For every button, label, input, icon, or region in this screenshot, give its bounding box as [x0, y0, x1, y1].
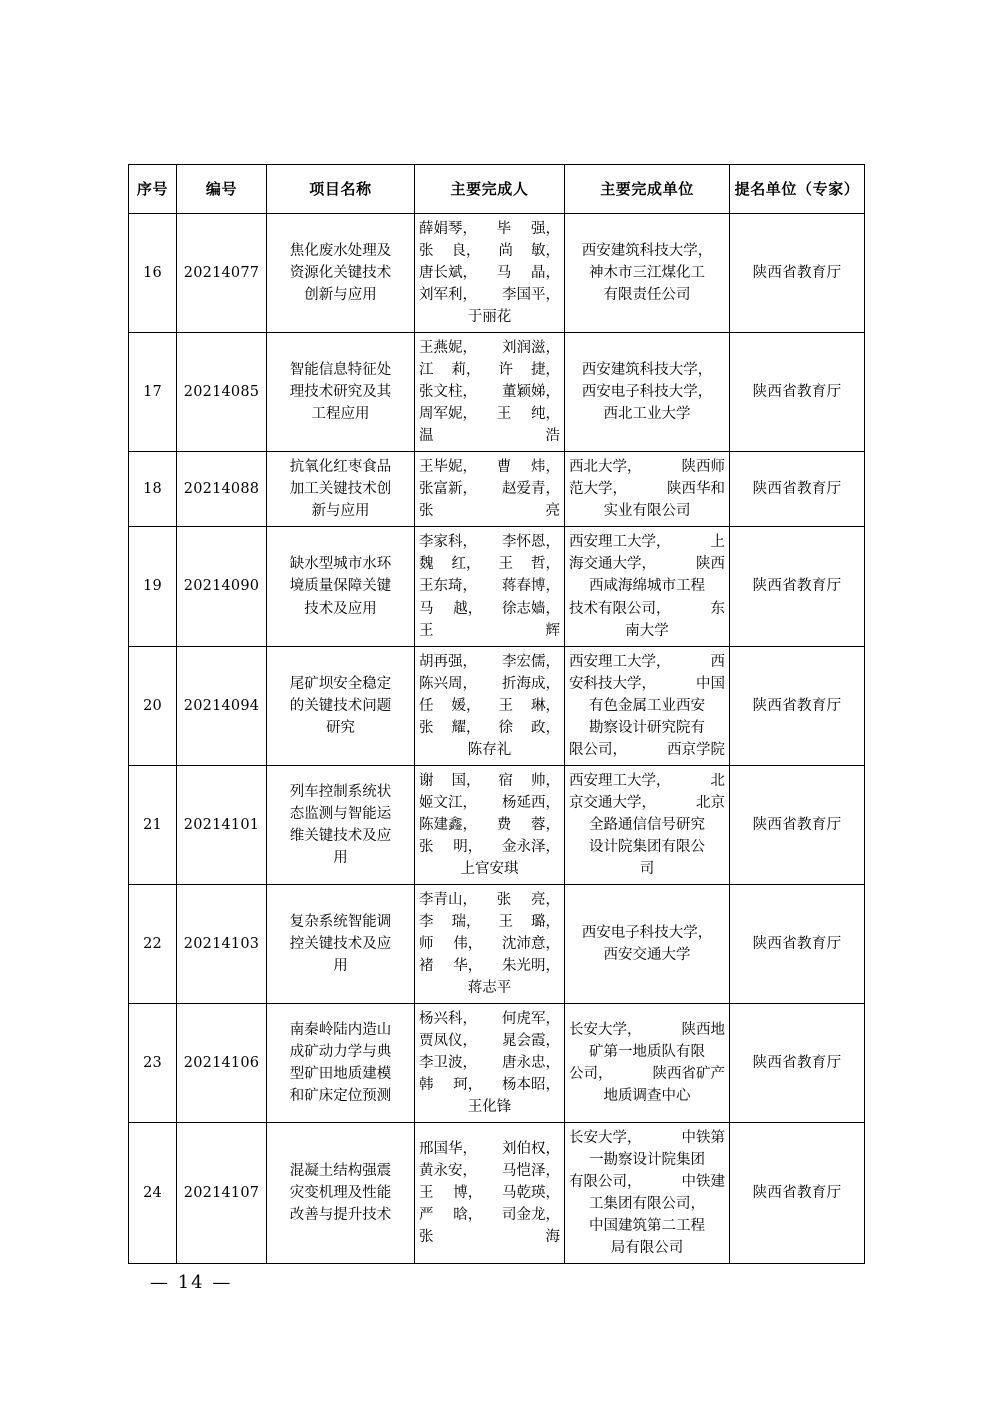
text-line: 资源化关键技术	[289, 265, 392, 282]
text-line: 加工关键技术创	[289, 481, 392, 498]
text-line: 杨兴科， 何虎军，	[419, 1011, 560, 1028]
cell-code: 20214085	[177, 333, 267, 452]
title-lines	[271, 781, 410, 869]
table-row	[129, 527, 865, 646]
title-lines	[271, 911, 410, 977]
text-line: 温 浩	[419, 428, 560, 445]
text-line: 马 越， 徐志嫱，	[419, 600, 560, 617]
cell-contributors	[415, 333, 565, 452]
text-line: 新与应用	[311, 503, 370, 520]
units-lines	[569, 770, 725, 880]
text-line: 智能信息特征处	[289, 362, 392, 379]
text-line: 薛娟琴， 毕 强，	[419, 221, 560, 237]
cell-code: 20214107	[177, 1123, 267, 1264]
table-row	[129, 884, 865, 1003]
text-line: 陈建鑫， 费 蓉，	[419, 816, 560, 833]
cell-seq: 18	[129, 452, 177, 527]
cell-code: 20214103	[177, 884, 267, 1003]
text-line: 西咸海绵城市工程	[589, 578, 705, 595]
text-line: 黄永安， 马恺泽，	[419, 1163, 560, 1180]
cell-organizations	[565, 1123, 730, 1264]
text-line: 用	[333, 849, 348, 866]
text-line: 焦化废水处理及	[289, 243, 392, 260]
text-line: 王燕妮， 刘润滋，	[419, 340, 560, 357]
cell-nominator: 陕西省教育厅	[730, 1004, 865, 1123]
text-line: 严 晗， 司金龙，	[419, 1207, 560, 1224]
text-line: 李青山， 张 亮，	[419, 891, 560, 908]
title-lines	[271, 456, 410, 522]
cell-contributors	[415, 1123, 565, 1264]
text-line: 西安理工大学， 西	[569, 653, 725, 670]
text-line: 蒋志平	[467, 980, 512, 996]
cell-code: 20214101	[177, 765, 267, 884]
text-line: 贾凤仪， 晁会霞，	[419, 1033, 560, 1050]
text-line: 复杂系统智能调	[289, 913, 392, 930]
text-line: 李卫波， 唐永忠，	[419, 1055, 560, 1072]
text-line: 创新与应用	[304, 287, 377, 304]
text-line: 胡再强， 李宏儒，	[419, 653, 560, 670]
text-line: 境质量保障关键	[289, 578, 392, 595]
text-line: 张 海	[419, 1229, 560, 1246]
text-line: 公司， 陕西省矿产	[569, 1066, 725, 1083]
column-header-code: 编号	[177, 165, 267, 214]
text-line: 中国建筑第二工程	[589, 1218, 705, 1235]
text-line: 尾矿坝安全稳定	[289, 675, 392, 692]
cell-organizations	[565, 527, 730, 646]
text-line: 用	[333, 957, 348, 974]
text-line: 理技术研究及其	[289, 384, 392, 401]
cell-organizations	[565, 646, 730, 765]
cell-organizations	[565, 214, 730, 333]
text-line: 谢 国， 宿 帅，	[419, 772, 560, 789]
cell-seq: 16	[129, 214, 177, 333]
text-line: 有色金属工业西安	[589, 697, 705, 714]
cell-nominator: 陕西省教育厅	[730, 1123, 865, 1264]
text-line: 工程应用	[311, 406, 370, 423]
column-header-seq: 序号	[129, 165, 177, 214]
cell-project-title	[267, 527, 415, 646]
table-row	[129, 1004, 865, 1123]
text-line: 司	[639, 860, 655, 877]
cell-seq: 19	[129, 527, 177, 646]
title-lines	[271, 673, 410, 739]
text-line: 地质调查中心	[603, 1088, 691, 1105]
text-line: 张 耀， 徐 政，	[419, 719, 560, 736]
people-lines	[419, 1138, 560, 1248]
text-line: 刘军利， 李国平，	[419, 287, 560, 304]
text-line: 西安理工大学， 上	[569, 534, 725, 551]
text-line: 西安建筑科技大学，	[581, 243, 713, 260]
cell-seq: 23	[129, 1004, 177, 1123]
text-line: 灾变机理及性能	[289, 1185, 392, 1202]
text-line: 一勘察设计院集团	[589, 1152, 705, 1169]
units-lines	[569, 531, 725, 641]
people-lines	[419, 531, 560, 641]
text-line: 改善与提升技术	[289, 1207, 392, 1224]
text-line: 上官安琪	[460, 860, 519, 877]
text-line: 有限责任公司	[603, 287, 691, 304]
people-lines	[419, 218, 560, 328]
cell-project-title	[267, 884, 415, 1003]
cell-code: 20214088	[177, 452, 267, 527]
table-row	[129, 452, 865, 527]
units-lines	[569, 359, 725, 425]
text-line: 西安电子科技大学，	[581, 924, 713, 941]
text-line: 实业有限公司	[603, 503, 691, 520]
text-line: 西安理工大学， 北	[569, 772, 725, 789]
text-line: 褚 华， 朱光明，	[419, 957, 560, 974]
text-line: 列车控制系统状	[289, 783, 392, 800]
text-line: 有限公司， 中铁建	[569, 1174, 725, 1191]
title-lines	[271, 240, 410, 306]
text-line: 李 瑞， 王 璐，	[419, 913, 560, 930]
cell-contributors	[415, 527, 565, 646]
cell-project-title	[267, 452, 415, 527]
cell-seq: 20	[129, 646, 177, 765]
text-line: 西北大学， 陕西师	[569, 459, 725, 476]
text-line: 技术及应用	[304, 600, 377, 617]
text-line: 矿第一地质队有限	[589, 1044, 705, 1061]
text-line: 张 明， 金永泽，	[419, 838, 560, 855]
column-header-nominator: 提名单位（专家）	[730, 165, 865, 214]
cell-project-title	[267, 333, 415, 452]
units-lines	[569, 1019, 725, 1107]
text-line: 西北工业大学	[603, 406, 691, 423]
text-line: 魏 红， 王 哲，	[419, 556, 560, 573]
text-line: 西安建筑科技大学，	[581, 362, 713, 379]
text-line: 任 媛， 王 琳，	[419, 697, 560, 714]
text-line: 李家科， 李怀恩，	[419, 534, 560, 551]
text-line: 长安大学， 陕西地	[569, 1022, 725, 1039]
cell-contributors	[415, 452, 565, 527]
text-line: 安科技大学， 中国	[569, 675, 725, 692]
cell-nominator: 陕西省教育厅	[730, 527, 865, 646]
cell-seq: 21	[129, 765, 177, 884]
people-lines	[419, 337, 560, 447]
text-line: 范大学， 陕西华和	[569, 481, 725, 498]
text-line: 王 博， 马乾瑛，	[419, 1185, 560, 1202]
text-line: 限公司， 西京学院	[569, 741, 725, 758]
text-line: 邢国华， 刘伯权，	[419, 1141, 560, 1158]
people-lines	[419, 456, 560, 522]
table-row	[129, 1123, 865, 1264]
cell-code: 20214077	[177, 214, 267, 333]
text-line: 张文柱， 董颖娣，	[419, 384, 560, 401]
people-lines	[419, 770, 560, 880]
text-line: 韩 珂， 杨本昭，	[419, 1077, 560, 1094]
text-line: 局有限公司	[610, 1240, 684, 1257]
cell-organizations	[565, 1004, 730, 1123]
text-line: 和矿床定位预测	[289, 1088, 392, 1105]
people-lines	[419, 651, 560, 761]
text-line: 于丽花	[467, 309, 512, 326]
text-line: 张 亮	[419, 503, 560, 520]
title-lines	[271, 553, 410, 619]
table-header	[129, 165, 865, 214]
text-line: 王化锋	[467, 1099, 512, 1116]
table-header-row	[129, 165, 865, 214]
text-line: 姬文江， 杨延西，	[419, 794, 560, 811]
cell-code: 20214106	[177, 1004, 267, 1123]
text-line: 陈存礼	[467, 741, 512, 758]
text-line: 全路通信信号研究	[589, 816, 705, 833]
units-lines	[569, 922, 725, 966]
cell-nominator: 陕西省教育厅	[730, 884, 865, 1003]
text-line: 师 伟， 沈沛意，	[419, 935, 560, 952]
award-table-container	[128, 164, 864, 1264]
units-lines	[569, 456, 725, 522]
page-footer: — 14 —	[150, 1272, 233, 1293]
cell-contributors	[415, 884, 565, 1003]
cell-code: 20214094	[177, 646, 267, 765]
text-line: 海交通大学， 陕西	[569, 556, 725, 573]
people-lines	[419, 889, 560, 999]
text-line: 西安电子科技大学，	[581, 384, 713, 401]
cell-contributors	[415, 1004, 565, 1123]
text-line: 江 莉， 许 捷，	[419, 362, 560, 379]
text-line: 成矿动力学与典	[289, 1044, 392, 1061]
column-header-units: 主要完成单位	[565, 165, 730, 214]
units-lines	[569, 1127, 725, 1259]
text-line: 长安大学， 中铁第	[569, 1130, 725, 1147]
text-line: 张富新， 赵爱青，	[419, 481, 560, 498]
text-line: 唐长斌， 马 晶，	[419, 265, 560, 282]
text-line: 设计院集团有限公	[589, 838, 705, 855]
people-lines	[419, 1008, 560, 1118]
text-line: 维关键技术及应	[289, 827, 392, 844]
cell-nominator: 陕西省教育厅	[730, 452, 865, 527]
table-row	[129, 333, 865, 452]
column-header-title: 项目名称	[267, 165, 415, 214]
title-lines	[271, 1160, 410, 1226]
cell-nominator: 陕西省教育厅	[730, 765, 865, 884]
cell-contributors	[415, 646, 565, 765]
text-line: 张 良， 尚 敏，	[419, 243, 560, 260]
text-line: 混凝土结构强震	[289, 1163, 392, 1180]
cell-nominator: 陕西省教育厅	[730, 646, 865, 765]
cell-project-title	[267, 1004, 415, 1123]
text-line: 京交通大学， 北京	[569, 794, 725, 811]
text-line: 西安交通大学	[603, 946, 691, 963]
cell-project-title	[267, 765, 415, 884]
title-lines	[271, 1019, 410, 1107]
column-header-people: 主要完成人	[415, 165, 565, 214]
table-row	[129, 214, 865, 333]
text-line: 王东琦， 蒋春博，	[419, 578, 560, 595]
cell-project-title	[267, 214, 415, 333]
text-line: 缺水型城市水环	[289, 556, 392, 573]
text-line: 陈兴周， 折海成，	[419, 675, 560, 692]
text-line: 抗氧化红枣食品	[289, 459, 392, 476]
text-line: 神木市三江煤化工	[589, 265, 705, 282]
cell-organizations	[565, 333, 730, 452]
cell-seq: 17	[129, 333, 177, 452]
table-body	[129, 214, 865, 1264]
cell-seq: 24	[129, 1123, 177, 1264]
award-table	[128, 164, 865, 1264]
text-line: 勘察设计研究院有	[589, 719, 705, 736]
cell-organizations	[565, 884, 730, 1003]
cell-seq: 22	[129, 884, 177, 1003]
text-line: 王毕妮， 曹 炜，	[419, 459, 560, 476]
text-line: 南大学	[625, 622, 669, 639]
units-lines	[569, 651, 725, 761]
table-row	[129, 646, 865, 765]
cell-organizations	[565, 452, 730, 527]
text-line: 控关键技术及应	[289, 935, 392, 952]
cell-code: 20214090	[177, 527, 267, 646]
text-line: 技术有限公司， 东	[569, 600, 725, 617]
cell-organizations	[565, 765, 730, 884]
text-line: 周军妮， 王 纯，	[419, 406, 560, 423]
cell-nominator: 陕西省教育厅	[730, 214, 865, 333]
text-line: 的关键技术问题	[289, 697, 392, 714]
cell-project-title	[267, 1123, 415, 1264]
units-lines	[569, 240, 725, 306]
text-line: 南秦岭陆内造山	[289, 1022, 392, 1039]
text-line: 工集团有限公司，	[589, 1196, 705, 1213]
title-lines	[271, 359, 410, 425]
text-line: 王 辉	[419, 622, 560, 639]
cell-contributors	[415, 765, 565, 884]
cell-nominator: 陕西省教育厅	[730, 333, 865, 452]
table-row	[129, 765, 865, 884]
cell-project-title	[267, 646, 415, 765]
text-line: 态监测与智能运	[289, 805, 392, 822]
text-line: 型矿田地质建模	[289, 1066, 392, 1083]
text-line: 研究	[326, 719, 355, 736]
cell-contributors	[415, 214, 565, 333]
